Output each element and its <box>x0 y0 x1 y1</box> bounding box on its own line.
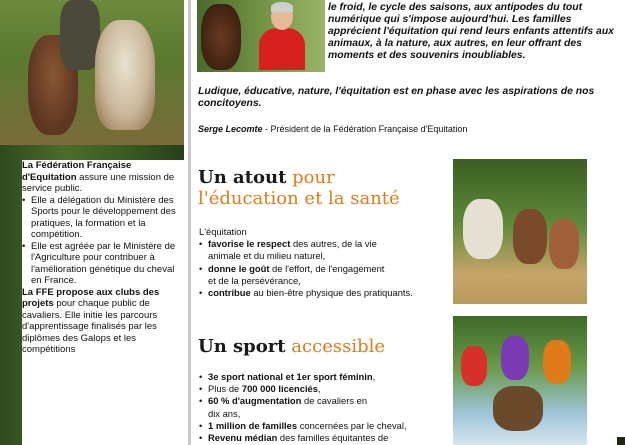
ffe-info-box <box>22 160 184 445</box>
president-portrait <box>257 4 307 70</box>
section-education-title: Un atout pour l'éducation et la santé <box>198 167 400 209</box>
mission-item: • Elle est agréée par le Ministère de l'Agriculture pour contribuer à l'amélioration génétique du cheval en France. <box>22 241 184 287</box>
riders-on-horses-photo <box>0 0 184 145</box>
horse-riding-photo <box>453 159 587 304</box>
section-education-body: L'équitation • favorise le respect des autres, de la vie animale et du milieu naturel, • donne le goût de l'effort, de l'engagement et de la persévérance, • contribue au bien-être physique des pratiquants. <box>199 226 451 299</box>
column-divider <box>188 0 191 445</box>
page-corner <box>617 437 625 445</box>
rider-shape <box>60 0 100 70</box>
white-horse-shape <box>95 20 155 130</box>
list-item: • Revenu médian des familles équitantes de <box>199 432 451 444</box>
section-accessible-title: Un sport accessible <box>198 336 386 357</box>
president-photo <box>197 0 325 72</box>
ffe-missions-list <box>22 195 184 287</box>
mission-item: • Elle a délégation du Ministère des Sports pour le développement des pratiques, la formation et la compétition. <box>22 195 184 241</box>
list-item: • contribue au bien-être physique des pratiquants. <box>199 287 451 299</box>
signature-name: Serge Lecomte <box>198 124 263 134</box>
list-item: • 1 million de familles concernées par le cheval, <box>199 420 451 432</box>
horse-head-shape <box>201 4 241 70</box>
children-riding-photo <box>453 316 587 445</box>
ffe-projects-paragraph: La FFE propose aux clubs des projets pour chaque public de cavaliers. Elle initie les parcours d'apprentissage finalisés par les diplômes des Galops et les compétitions <box>22 286 160 355</box>
quote-signature <box>198 124 467 134</box>
signature-role: - Président de la Fédération Française d'Equitation <box>262 124 468 134</box>
list-item: • donne le goût de l'effort, de l'engagement <box>199 263 451 275</box>
list-item: • 60 % d'augmentation de cavaliers en <box>199 395 451 407</box>
section-subheading: L'équitation <box>199 226 247 237</box>
ffe-intro: La Fédération Française d'Equitation assure une mission de service public. <box>22 160 175 194</box>
list-item: • Plus de 700 000 licenciés, <box>199 383 451 395</box>
list-item: • 3e sport national et 1er sport féminin, <box>199 371 451 383</box>
section-accessible-body: • 3e sport national et 1er sport féminin, • Plus de 700 000 licenciés, • 60 % d'augmentation de cavaliers en dix ans, • 1 million de familles concernées par le cheval, • Revenu médian des familles équitantes de <box>199 371 451 444</box>
list-item: • favorise le respect des autres, de la vie <box>199 238 451 250</box>
quote-part-2: Ludique, éducative, nature, l'équitation est en phase avec les aspirations de nos concitoyens. <box>198 86 595 109</box>
quote-part-1: le froid, le cycle des saisons, aux antipodes du tout numérique qui s'impose aujourd'hui. Les familles apprécient l'équitation qui rend leurs enfants attentifs aux animaux, à la nature, aux autres, en leur offrant des moments et des souvenirs inoubliables. <box>328 2 614 61</box>
